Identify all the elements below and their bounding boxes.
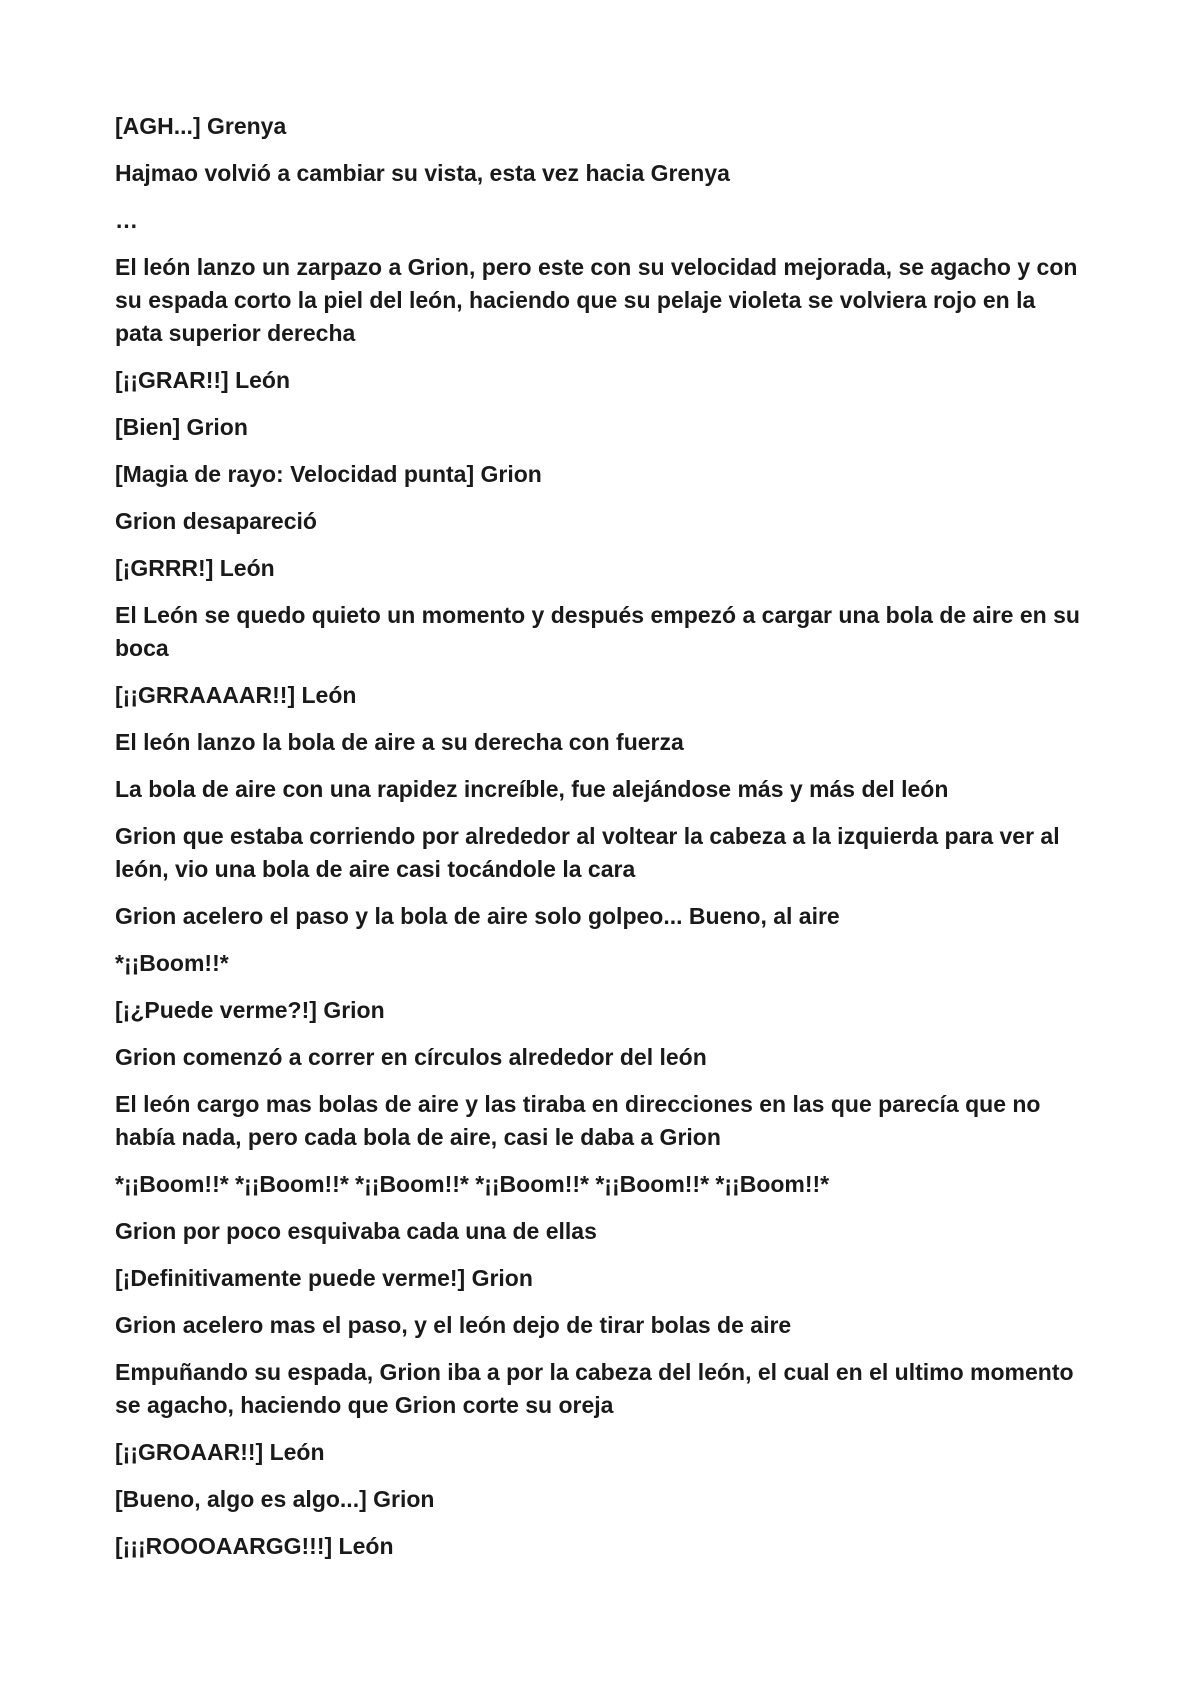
paragraph: [¡¡GRAR!!] León [115, 367, 291, 393]
paragraph: Hajmao volvió a cambiar su vista, esta vez hacia Grenya [115, 160, 730, 186]
paragraph: La bola de aire con una rapidez increíble, fue alejándose más y más del león [115, 776, 949, 802]
paragraph: [AGH...] Grenya [115, 113, 287, 139]
paragraph: Empuñando su espada, Grion iba a por la cabeza del león, el cual en el ultimo momento se agacho, haciendo que Grion corte su oreja [115, 1359, 1074, 1418]
paragraph: [Bien] Grion [115, 414, 248, 440]
document-body [115, 110, 1085, 1577]
paragraph: [¡¡GROAAR!!] León [115, 1439, 325, 1465]
paragraph: El León se quedo quieto un momento y después empezó a cargar una bola de aire en su boca [115, 602, 1080, 661]
paragraph: [¡¿Puede verme?!] Grion [115, 997, 385, 1023]
paragraph: [Magia de rayo: Velocidad punta] Grion [115, 461, 542, 487]
paragraph: Grion acelero mas el paso, y el león dejo de tirar bolas de aire [115, 1312, 792, 1338]
paragraph: Grion por poco esquivaba cada una de ellas [115, 1218, 597, 1244]
paragraph: [¡Definitivamente puede verme!] Grion [115, 1265, 533, 1291]
paragraph: *¡¡Boom!!* *¡¡Boom!!* *¡¡Boom!!* *¡¡Boom!!* *¡¡Boom!!* *¡¡Boom!!* [115, 1171, 830, 1197]
paragraph: El león cargo mas bolas de aire y las tiraba en direcciones en las que parecía que no había nada, pero cada bola de aire, casi le daba a Grion [115, 1091, 1041, 1150]
paragraph: [¡¡¡ROOOAARGG!!!] León [115, 1533, 394, 1559]
paragraph: El león lanzo un zarpazo a Grion, pero este con su velocidad mejorada, se agacho y con su espada corto la piel del león, haciendo que su pelaje violeta se volviera rojo en la pata superior derecha [115, 254, 1078, 346]
paragraph: *¡¡Boom!!* [115, 950, 229, 976]
paragraph: Grion acelero el paso y la bola de aire solo golpeo... Bueno, al aire [115, 903, 840, 929]
paragraph: [Bueno, algo es algo...] Grion [115, 1486, 435, 1512]
paragraph: El león lanzo la bola de aire a su derecha con fuerza [115, 729, 684, 755]
paragraph: [¡GRRR!] León [115, 555, 275, 581]
paragraph: [¡¡GRRAAAAR!!] León [115, 682, 357, 708]
paragraph: … [115, 207, 138, 233]
paragraph: Grion que estaba corriendo por alrededor al voltear la cabeza a la izquierda para ver al león, vio una bola de aire casi tocándole la cara [115, 823, 1060, 882]
paragraph: Grion desapareció [115, 508, 317, 534]
paragraph: Grion comenzó a correr en círculos alrededor del león [115, 1044, 707, 1070]
